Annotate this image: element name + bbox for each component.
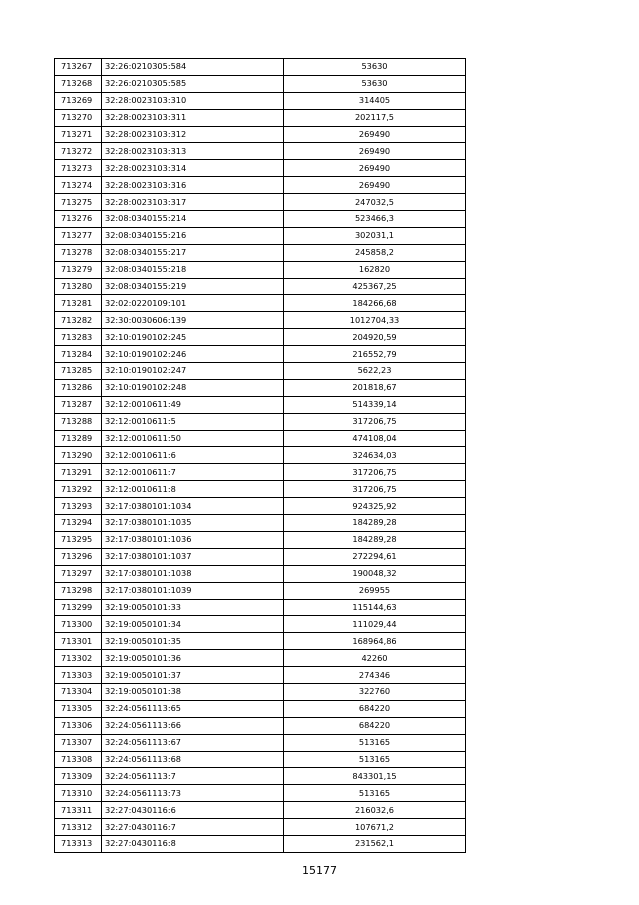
row-id-cell: 713300 xyxy=(55,616,102,633)
table-row xyxy=(55,379,466,396)
table-row xyxy=(55,430,466,447)
value-cell: 314405 xyxy=(284,92,466,109)
cadastral-number-cell: 32:19:0050101:37 xyxy=(102,667,284,684)
cadastral-number-cell: 32:12:0010611:7 xyxy=(102,464,284,481)
value-cell: 184289,28 xyxy=(284,531,466,548)
table-row xyxy=(55,751,466,768)
table-row xyxy=(55,768,466,785)
row-id-cell: 713274 xyxy=(55,177,102,194)
value-cell: 317206,75 xyxy=(284,481,466,498)
value-cell: 184289,28 xyxy=(284,515,466,532)
value-cell: 302031,1 xyxy=(284,227,466,244)
table-row xyxy=(55,599,466,616)
cadastral-number-cell: 32:10:0190102:245 xyxy=(102,329,284,346)
row-id-cell: 713312 xyxy=(55,819,102,836)
value-cell: 269490 xyxy=(284,126,466,143)
row-id-cell: 713308 xyxy=(55,751,102,768)
table-row xyxy=(55,717,466,734)
value-cell: 843301,15 xyxy=(284,768,466,785)
table-row xyxy=(55,211,466,228)
table-row xyxy=(55,447,466,464)
table-row xyxy=(55,683,466,700)
table-row xyxy=(55,329,466,346)
row-id-cell: 713282 xyxy=(55,312,102,329)
value-cell: 269490 xyxy=(284,143,466,160)
cadastral-number-cell: 32:10:0190102:247 xyxy=(102,363,284,380)
cadastral-number-cell: 32:08:0340155:219 xyxy=(102,278,284,295)
row-id-cell: 713301 xyxy=(55,633,102,650)
table-row xyxy=(55,515,466,532)
value-cell: 107671,2 xyxy=(284,819,466,836)
row-id-cell: 713280 xyxy=(55,278,102,295)
row-id-cell: 713283 xyxy=(55,329,102,346)
table-row xyxy=(55,92,466,109)
row-id-cell: 713277 xyxy=(55,227,102,244)
cadastral-number-cell: 32:26:0210305:585 xyxy=(102,75,284,92)
cadastral-number-cell: 32:27:0430116:7 xyxy=(102,819,284,836)
table-body xyxy=(55,59,466,853)
cadastral-number-cell: 32:24:0561113:66 xyxy=(102,717,284,734)
row-id-cell: 713296 xyxy=(55,548,102,565)
table-row xyxy=(55,650,466,667)
table-row xyxy=(55,363,466,380)
row-id-cell: 713306 xyxy=(55,717,102,734)
value-cell: 924325,92 xyxy=(284,498,466,515)
page-number: 15177 xyxy=(302,864,337,877)
cadastral-number-cell: 32:19:0050101:36 xyxy=(102,650,284,667)
row-id-cell: 713286 xyxy=(55,379,102,396)
value-cell: 5622,23 xyxy=(284,363,466,380)
row-id-cell: 713291 xyxy=(55,464,102,481)
cadastral-number-cell: 32:12:0010611:8 xyxy=(102,481,284,498)
cadastral-number-cell: 32:02:0220109:101 xyxy=(102,295,284,312)
row-id-cell: 713267 xyxy=(55,59,102,76)
table-row xyxy=(55,667,466,684)
cadastral-number-cell: 32:12:0010611:50 xyxy=(102,430,284,447)
table-row xyxy=(55,464,466,481)
table-row xyxy=(55,312,466,329)
cadastral-number-cell: 32:08:0340155:214 xyxy=(102,211,284,228)
value-cell: 162820 xyxy=(284,261,466,278)
cadastral-number-cell: 32:10:0190102:246 xyxy=(102,346,284,363)
row-id-cell: 713273 xyxy=(55,160,102,177)
value-cell: 168964,86 xyxy=(284,633,466,650)
table-row xyxy=(55,346,466,363)
row-id-cell: 713294 xyxy=(55,515,102,532)
row-id-cell: 713298 xyxy=(55,582,102,599)
row-id-cell: 713311 xyxy=(55,802,102,819)
row-id-cell: 713285 xyxy=(55,363,102,380)
cadastral-number-cell: 32:27:0430116:8 xyxy=(102,835,284,852)
cadastral-number-cell: 32:19:0050101:34 xyxy=(102,616,284,633)
row-id-cell: 713302 xyxy=(55,650,102,667)
cadastral-number-cell: 32:12:0010611:49 xyxy=(102,396,284,413)
row-id-cell: 713279 xyxy=(55,261,102,278)
cadastral-number-cell: 32:28:0023103:313 xyxy=(102,143,284,160)
table-row xyxy=(55,785,466,802)
value-cell: 216552,79 xyxy=(284,346,466,363)
cadastral-number-cell: 32:24:0561113:7 xyxy=(102,768,284,785)
table-row xyxy=(55,177,466,194)
value-cell: 269955 xyxy=(284,582,466,599)
table-row xyxy=(55,261,466,278)
row-id-cell: 713272 xyxy=(55,143,102,160)
row-id-cell: 713307 xyxy=(55,734,102,751)
cadastral-number-cell: 32:28:0023103:311 xyxy=(102,109,284,126)
cadastral-number-cell: 32:28:0023103:316 xyxy=(102,177,284,194)
value-cell: 513165 xyxy=(284,751,466,768)
value-cell: 269490 xyxy=(284,177,466,194)
cadastral-number-cell: 32:10:0190102:248 xyxy=(102,379,284,396)
row-id-cell: 713295 xyxy=(55,531,102,548)
cadastral-number-cell: 32:30:0030606:139 xyxy=(102,312,284,329)
value-cell: 53630 xyxy=(284,59,466,76)
row-id-cell: 713284 xyxy=(55,346,102,363)
cadastral-number-cell: 32:08:0340155:216 xyxy=(102,227,284,244)
value-cell: 115144,63 xyxy=(284,599,466,616)
table-row xyxy=(55,819,466,836)
table-row xyxy=(55,75,466,92)
cadastral-value-table xyxy=(54,58,466,853)
row-id-cell: 713268 xyxy=(55,75,102,92)
value-cell: 42260 xyxy=(284,650,466,667)
row-id-cell: 713299 xyxy=(55,599,102,616)
table-row xyxy=(55,700,466,717)
cadastral-number-cell: 32:17:0380101:1037 xyxy=(102,548,284,565)
value-cell: 322760 xyxy=(284,683,466,700)
table-row xyxy=(55,227,466,244)
row-id-cell: 713287 xyxy=(55,396,102,413)
value-cell: 111029,44 xyxy=(284,616,466,633)
table-row xyxy=(55,278,466,295)
cadastral-number-cell: 32:26:0210305:584 xyxy=(102,59,284,76)
cadastral-number-cell: 32:28:0023103:317 xyxy=(102,194,284,211)
value-cell: 245858,2 xyxy=(284,244,466,261)
row-id-cell: 713288 xyxy=(55,413,102,430)
row-id-cell: 713276 xyxy=(55,211,102,228)
cadastral-number-cell: 32:27:0430116:6 xyxy=(102,802,284,819)
table-row xyxy=(55,548,466,565)
table-row xyxy=(55,109,466,126)
cadastral-number-cell: 32:12:0010611:6 xyxy=(102,447,284,464)
table-row xyxy=(55,244,466,261)
row-id-cell: 713281 xyxy=(55,295,102,312)
value-cell: 274346 xyxy=(284,667,466,684)
row-id-cell: 713309 xyxy=(55,768,102,785)
value-cell: 684220 xyxy=(284,700,466,717)
value-cell: 201818,67 xyxy=(284,379,466,396)
table-row xyxy=(55,396,466,413)
table-row xyxy=(55,616,466,633)
cadastral-number-cell: 32:19:0050101:38 xyxy=(102,683,284,700)
value-cell: 269490 xyxy=(284,160,466,177)
table-row xyxy=(55,481,466,498)
table-row xyxy=(55,734,466,751)
table-row xyxy=(55,160,466,177)
cadastral-number-cell: 32:08:0340155:218 xyxy=(102,261,284,278)
value-cell: 247032,5 xyxy=(284,194,466,211)
value-cell: 513165 xyxy=(284,734,466,751)
row-id-cell: 713310 xyxy=(55,785,102,802)
cadastral-number-cell: 32:28:0023103:310 xyxy=(102,92,284,109)
value-cell: 317206,75 xyxy=(284,413,466,430)
table-row xyxy=(55,565,466,582)
value-cell: 190048,32 xyxy=(284,565,466,582)
row-id-cell: 713275 xyxy=(55,194,102,211)
row-id-cell: 713292 xyxy=(55,481,102,498)
table-row xyxy=(55,143,466,160)
row-id-cell: 713305 xyxy=(55,700,102,717)
value-cell: 324634,03 xyxy=(284,447,466,464)
cadastral-number-cell: 32:28:0023103:314 xyxy=(102,160,284,177)
value-cell: 513165 xyxy=(284,785,466,802)
table-row xyxy=(55,498,466,515)
cadastral-number-cell: 32:17:0380101:1038 xyxy=(102,565,284,582)
table-row xyxy=(55,802,466,819)
value-cell: 216032,6 xyxy=(284,802,466,819)
cadastral-number-cell: 32:28:0023103:312 xyxy=(102,126,284,143)
table-row xyxy=(55,126,466,143)
table-row xyxy=(55,194,466,211)
table-row xyxy=(55,582,466,599)
value-cell: 1012704,33 xyxy=(284,312,466,329)
row-id-cell: 713297 xyxy=(55,565,102,582)
value-cell: 231562,1 xyxy=(284,835,466,852)
cadastral-number-cell: 32:19:0050101:35 xyxy=(102,633,284,650)
table-row xyxy=(55,835,466,852)
cadastral-number-cell: 32:24:0561113:68 xyxy=(102,751,284,768)
value-cell: 53630 xyxy=(284,75,466,92)
row-id-cell: 713269 xyxy=(55,92,102,109)
table-row xyxy=(55,295,466,312)
table-row xyxy=(55,633,466,650)
table-row xyxy=(55,531,466,548)
cadastral-number-cell: 32:17:0380101:1035 xyxy=(102,515,284,532)
row-id-cell: 713303 xyxy=(55,667,102,684)
cadastral-number-cell: 32:17:0380101:1039 xyxy=(102,582,284,599)
table-row xyxy=(55,413,466,430)
cadastral-number-cell: 32:24:0561113:73 xyxy=(102,785,284,802)
value-cell: 202117,5 xyxy=(284,109,466,126)
value-cell: 514339,14 xyxy=(284,396,466,413)
cadastral-number-cell: 32:08:0340155:217 xyxy=(102,244,284,261)
row-id-cell: 713290 xyxy=(55,447,102,464)
row-id-cell: 713304 xyxy=(55,683,102,700)
row-id-cell: 713270 xyxy=(55,109,102,126)
value-cell: 474108,04 xyxy=(284,430,466,447)
row-id-cell: 713313 xyxy=(55,835,102,852)
cadastral-number-cell: 32:17:0380101:1036 xyxy=(102,531,284,548)
value-cell: 204920,59 xyxy=(284,329,466,346)
cadastral-number-cell: 32:24:0561113:65 xyxy=(102,700,284,717)
value-cell: 317206,75 xyxy=(284,464,466,481)
value-cell: 272294,61 xyxy=(284,548,466,565)
row-id-cell: 713289 xyxy=(55,430,102,447)
row-id-cell: 713278 xyxy=(55,244,102,261)
cadastral-number-cell: 32:17:0380101:1034 xyxy=(102,498,284,515)
row-id-cell: 713271 xyxy=(55,126,102,143)
value-cell: 184266,68 xyxy=(284,295,466,312)
row-id-cell: 713293 xyxy=(55,498,102,515)
table-row xyxy=(55,59,466,76)
value-cell: 523466,3 xyxy=(284,211,466,228)
value-cell: 425367,25 xyxy=(284,278,466,295)
cadastral-number-cell: 32:24:0561113:67 xyxy=(102,734,284,751)
cadastral-number-cell: 32:19:0050101:33 xyxy=(102,599,284,616)
cadastral-number-cell: 32:12:0010611:5 xyxy=(102,413,284,430)
value-cell: 684220 xyxy=(284,717,466,734)
